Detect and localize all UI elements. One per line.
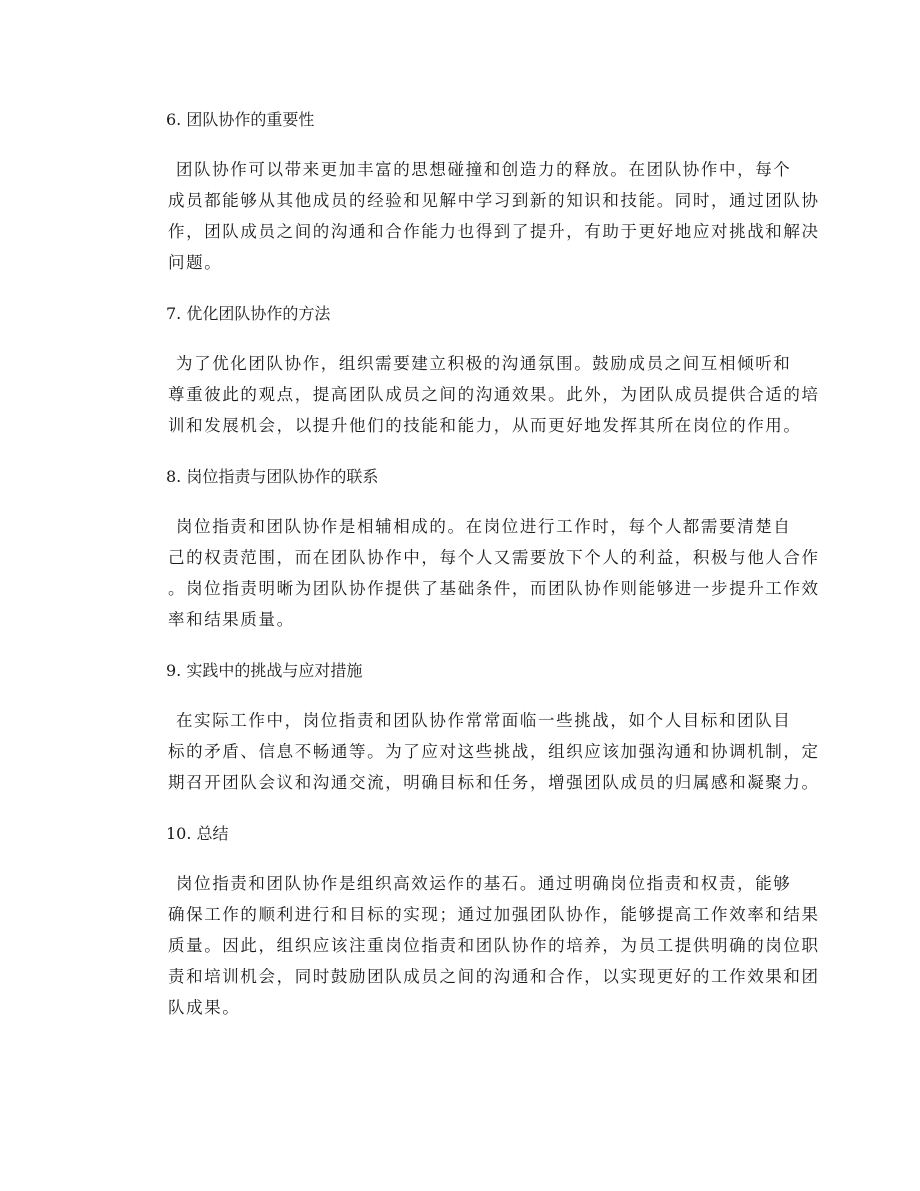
paragraph-line: 责和培训机会，同时鼓励团队成员之间的沟通和合作，以实现更好的工作效果和团 [168,967,820,986]
paragraph-line: 作，团队成员之间的沟通和合作能力也得到了提升，有助于更好地应对挑战和解决 [168,222,820,241]
paragraph-line: 队成果。 [168,998,241,1017]
section-paragraph [166,705,820,798]
section-8 [166,461,820,635]
section-7 [166,298,820,441]
paragraph-line: 尊重彼此的观点，提高团队成员之间的沟通效果。此外，为团队成员提供合适的培 [168,385,820,404]
paragraph-line: 为了优化团队协作，组织需要建立积极的沟通氛围。鼓励成员之间互相倾听和 [176,354,792,373]
paragraph-line: 训和发展机会，以提升他们的技能和能力，从而更好地发挥其所在岗位的作用。 [168,416,802,435]
section-9 [166,655,820,798]
paragraph-line: 己的权责范围，而在团队协作中，每个人又需要放下个人的利益，积极与他人合作 [168,548,820,567]
paragraph-line: 。岗位指责明晰为团队协作提供了基础条件，而团队协作则能够进一步提升工作效 [168,579,820,598]
section-paragraph [166,154,820,278]
section-10 [166,818,820,1023]
section-heading: 9. 实践中的挑战与应对措施 [166,661,363,680]
section-paragraph [166,348,820,441]
section-6 [166,104,820,278]
section-paragraph [166,511,820,635]
section-heading: 7. 优化团队协作的方法 [166,304,331,323]
section-heading: 8. 岗位指责与团队协作的联系 [166,467,379,486]
section-heading: 10. 总结 [166,824,229,843]
paragraph-line: 岗位指责和团队协作是组织高效运作的基石。通过明确岗位指责和权责，能够 [176,874,792,893]
paragraph-line: 在实际工作中，岗位指责和团队协作常常面临一些挑战，如个人目标和团队目 [176,711,792,730]
paragraph-line: 岗位指责和团队协作是相辅相成的。在岗位进行工作时，每个人都需要清楚自 [176,517,792,536]
paragraph-line: 成员都能够从其他成员的经验和见解中学习到新的知识和技能。同时，通过团队协 [168,191,820,210]
paragraph-line: 问题。 [168,253,223,272]
paragraph-line: 质量。因此，组织应该注重岗位指责和团队协作的培养，为员工提供明确的岗位职 [168,936,820,955]
paragraph-line: 期召开团队会议和沟通交流，明确目标和任务，增强团队成员的归属感和凝聚力。 [168,773,820,792]
paragraph-line: 确保工作的顺利进行和目标的实现；通过加强团队协作，能够提高工作效率和结果 [168,905,820,924]
paragraph-line: 率和结果质量。 [168,610,295,629]
paragraph-line: 标的矛盾、信息不畅通等。为了应对这些挑战，组织应该加强沟通和协调机制，定 [168,742,820,761]
paragraph-line: 团队协作可以带来更加丰富的思想碰撞和创造力的释放。在团队协作中，每个 [176,160,792,179]
section-heading: 6. 团队协作的重要性 [166,110,315,129]
section-paragraph [166,868,820,1023]
document-body [166,104,820,1043]
